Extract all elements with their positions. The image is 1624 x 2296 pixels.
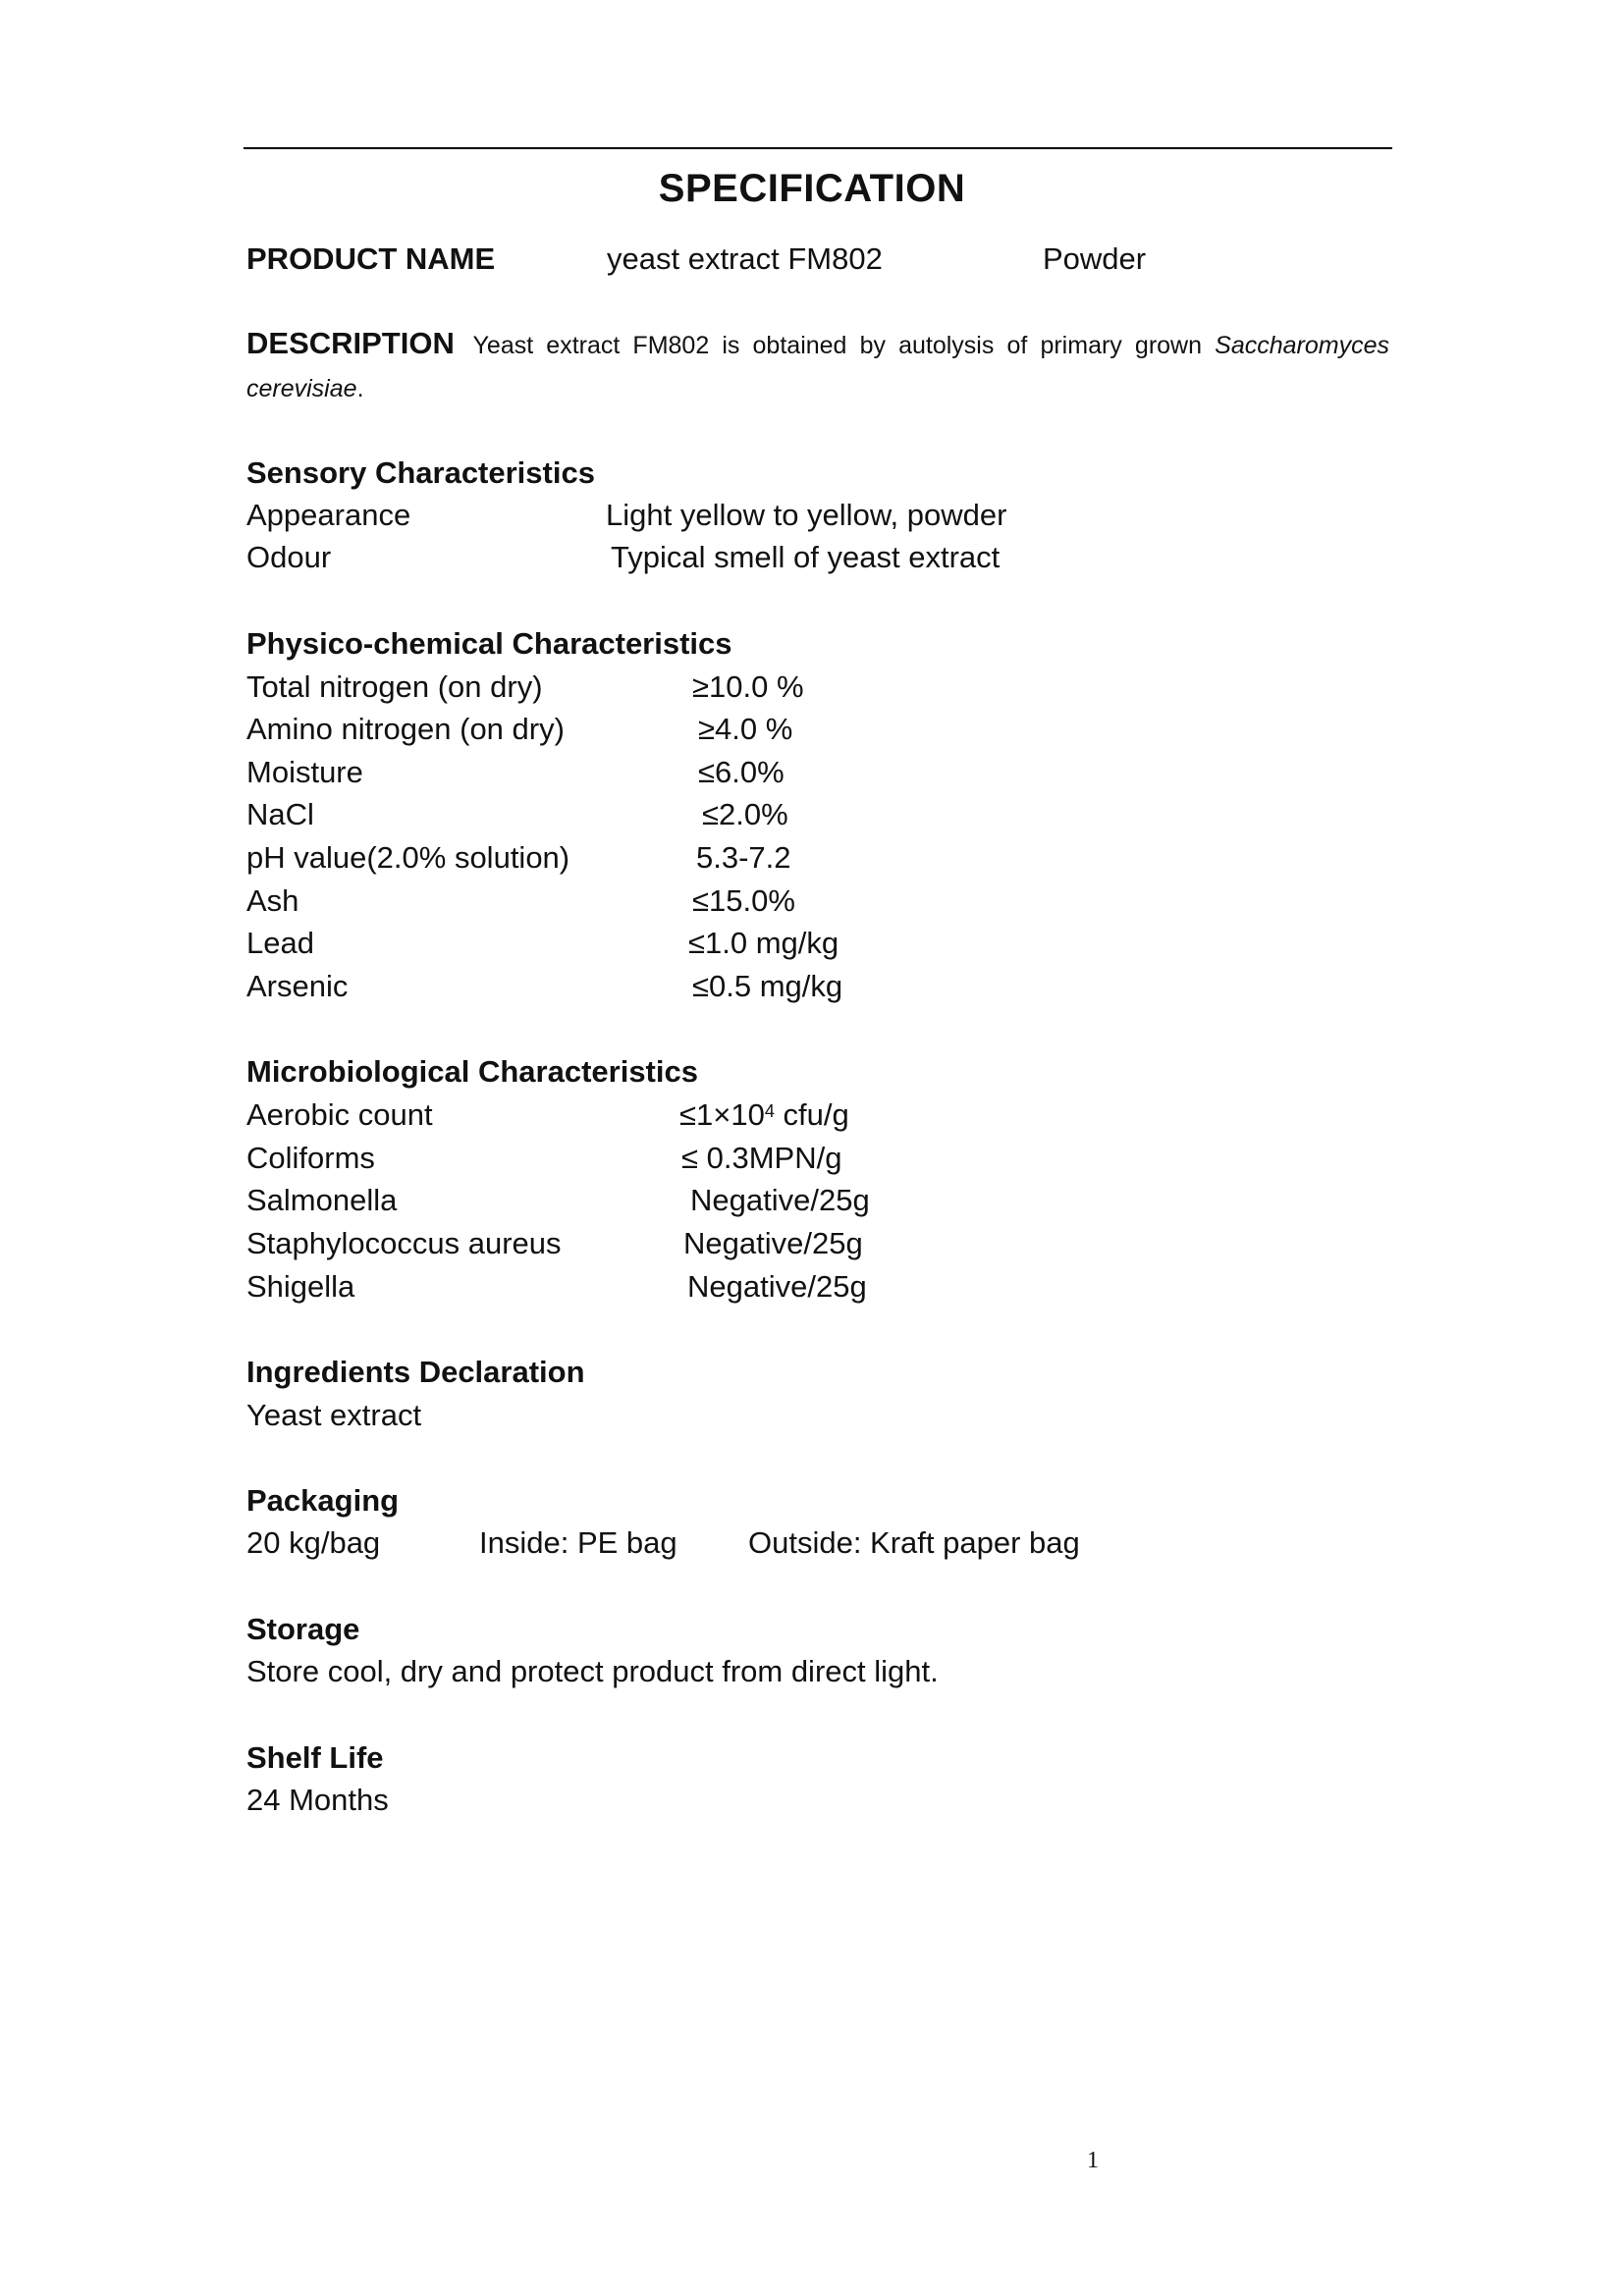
sensory-row-value: Typical smell of yeast extract — [611, 540, 1001, 574]
physico-row-value: ≤0.5 mg/kg — [692, 969, 843, 1003]
micro-row-name: Staphylococcus aureus — [246, 1226, 562, 1260]
physico-row-value: ≤6.0% — [698, 755, 785, 789]
header-rule — [244, 147, 1392, 149]
packaging-outside: Outside: Kraft paper bag — [748, 1525, 1080, 1560]
micro-row-value: ≤ 0.3MPN/g — [681, 1141, 842, 1175]
micro-row-value — [679, 1095, 849, 1135]
physico-row-name: Lead — [246, 926, 314, 960]
shelf-life-heading: Shelf Life — [246, 1740, 384, 1775]
description-species: Saccharomyces cerevisiae — [246, 332, 1389, 402]
packaging-heading: Packaging — [246, 1483, 400, 1518]
packaging-inside: Inside: PE bag — [479, 1525, 677, 1560]
description-text: Yeast extract FM802 is obtained by autolysis of primary grown — [472, 332, 1216, 359]
physico-row-value: ≥10.0 % — [692, 669, 804, 704]
micro-row-value: Negative/25g — [690, 1183, 870, 1217]
micro-row-name: Coliforms — [246, 1141, 375, 1175]
physico-row-name: pH value(2.0% solution) — [246, 840, 570, 875]
physico-row-value: ≤2.0% — [702, 797, 788, 831]
physico-row-value: ≤15.0% — [692, 883, 795, 918]
sensory-row-name: Appearance — [246, 498, 411, 532]
packaging-weight: 20 kg/bag — [246, 1525, 381, 1560]
micro-value-unit: cfu/g — [774, 1097, 849, 1132]
physico-row-value: ≤1.0 mg/kg — [688, 926, 839, 960]
physico-row-name: NaCl — [246, 797, 314, 831]
product-name-label: PRODUCT NAME — [246, 241, 496, 276]
micro-row-name: Shigella — [246, 1269, 355, 1304]
document-title: SPECIFICATION — [658, 167, 966, 210]
sensory-row-name: Odour — [246, 540, 332, 574]
product-form-value: Powder — [1043, 241, 1147, 276]
ingredients-text: Yeast extract — [246, 1398, 422, 1432]
storage-heading: Storage — [246, 1612, 360, 1646]
micro-heading: Microbiological Characteristics — [246, 1054, 698, 1089]
micro-row-name: Salmonella — [246, 1183, 398, 1217]
description-end: . — [356, 375, 364, 402]
micro-row-value: Negative/25g — [687, 1269, 867, 1304]
physico-row-name: Ash — [246, 883, 299, 918]
physico-row-name: Moisture — [246, 755, 363, 789]
physico-row-value: 5.3-7.2 — [696, 840, 791, 875]
physico-row-name: Amino nitrogen (on dry) — [246, 712, 565, 746]
micro-value-exponent: 4 — [764, 1101, 775, 1121]
ingredients-heading: Ingredients Declaration — [246, 1355, 585, 1389]
shelf-life-text: 24 Months — [246, 1783, 389, 1817]
physico-row-name: Total nitrogen (on dry) — [246, 669, 543, 704]
product-name-value: yeast extract FM802 — [607, 241, 883, 276]
micro-value-base: ≤1×10 — [679, 1097, 765, 1132]
micro-row-value: Negative/25g — [683, 1226, 863, 1260]
micro-row-name: Aerobic count — [246, 1097, 433, 1132]
physico-heading: Physico-chemical Characteristics — [246, 626, 732, 661]
physico-row-name: Arsenic — [246, 969, 349, 1003]
physico-row-value: ≥4.0 % — [698, 712, 793, 746]
description-paragraph — [246, 322, 1389, 410]
storage-text: Store cool, dry and protect product from direct light. — [246, 1654, 939, 1688]
page-number: 1 — [1087, 2148, 1099, 2173]
sensory-heading: Sensory Characteristics — [246, 455, 595, 490]
description-label: DESCRIPTION — [246, 326, 455, 360]
sensory-row-value: Light yellow to yellow, powder — [606, 498, 1007, 532]
